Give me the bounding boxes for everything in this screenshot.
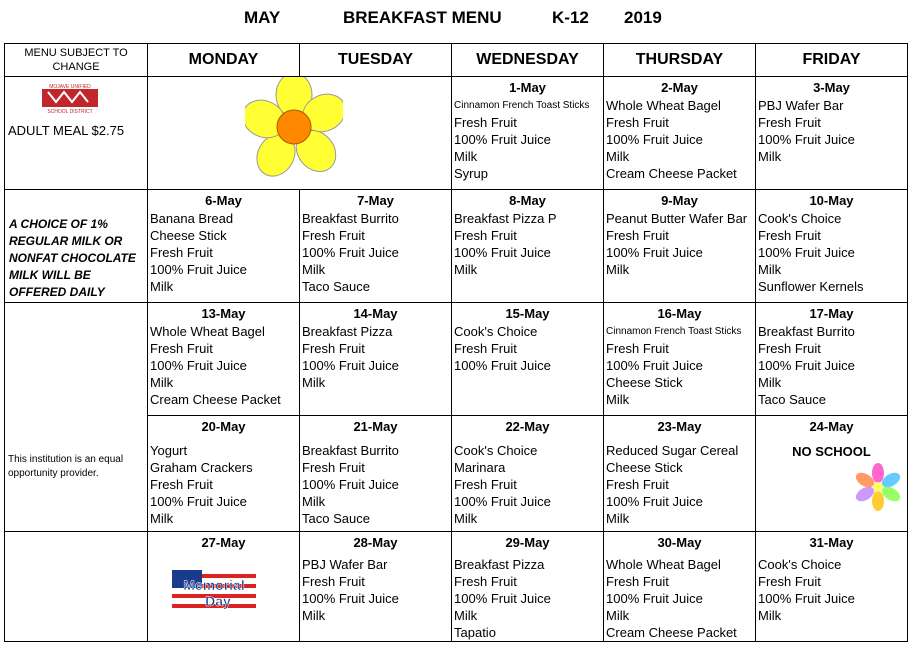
menu-item: Milk [150,279,174,294]
menu-item: Fresh Fruit [606,115,669,130]
week-row-5 [5,532,908,642]
day-cell-7-may: 7-May Breakfast Burrito Fresh Fruit 100% Fruit Juice Milk Taco Sauce [300,190,452,303]
menu-item: 100% Fruit Juice [150,358,247,373]
menu-item: 100% Fruit Juice [302,245,399,260]
day-header-wednesday: WEDNESDAY [452,44,604,77]
menu-item: 100% Fruit Juice [606,358,703,373]
day-header-row [5,44,908,77]
menu-item: Milk [606,608,630,623]
menu-item: Marinara [454,460,506,475]
day-cell-31-may: 31-May Cook's Choice Fresh Fruit 100% Fruit Juice Milk [756,532,908,642]
memorial-day-icon [170,568,258,612]
no-school-label: NO SCHOOL [792,444,871,459]
day-cell-28-may: 28-May PBJ Wafer Bar Fresh Fruit 100% Fruit Juice Milk [300,532,452,642]
menu-item: Fresh Fruit [302,228,365,243]
menu-item: 100% Fruit Juice [454,358,551,373]
day-cell-15-may: 15-May Cook's Choice Fresh Fruit 100% Fruit Juice [452,303,604,416]
menu-item: Breakfast Pizza [302,324,393,339]
menu-item: Yogurt [150,443,188,458]
day-cell-21-may: 21-May Breakfast Burrito Fresh Fruit 100% Fruit Juice Milk Taco Sauce [300,416,452,532]
menu-item: Fresh Fruit [150,341,213,356]
menu-item: Milk [758,149,782,164]
menu-item: Milk [150,511,174,526]
menu-item: Milk [606,149,630,164]
menu-item: Milk [302,608,326,623]
small-flower-icon [854,462,902,512]
day-cell-2-may: 2-May Whole Wheat Bagel Fresh Fruit 100% Fruit Juice Milk Cream Cheese Packet [604,77,756,190]
menu-item: Syrup [454,166,488,181]
menu-item: Fresh Fruit [454,115,517,130]
menu-item: Graham Crackers [150,460,253,475]
menu-item: Tapatio [454,625,496,640]
sidebar-milk-note-cell [5,190,148,303]
menu-item: Taco Sauce [302,511,370,526]
svg-text:Memorial: Memorial [183,577,245,593]
menu-item: 100% Fruit Juice [302,358,399,373]
day-cell-29-may: 29-May Breakfast Pizza Fresh Fruit 100% Fruit Juice Milk Tapatio [452,532,604,642]
menu-item: Cheese Stick [606,375,683,390]
sidebar-empty-cell [5,532,148,642]
menu-item: Fresh Fruit [758,341,821,356]
day-cell-16-may: 16-May Cinnamon French Toast Sticks Fresh Fruit 100% Fruit Juice Cheese Stick Milk [604,303,756,416]
day-cell-6-may: 6-May Banana Bread Cheese Stick Fresh Fruit 100% Fruit Juice Milk [148,190,300,303]
day-cell-14-may: 14-May Breakfast Pizza Fresh Fruit 100% Fruit Juice Milk [300,303,452,416]
day-cell-17-may: 17-May Breakfast Burrito Fresh Fruit 100% Fruit Juice Milk Taco Sauce [756,303,908,416]
menu-item: Fresh Fruit [606,574,669,589]
menu-title-bar [0,0,912,42]
week-row-1 [5,77,908,190]
menu-item: Peanut Butter Wafer Bar [606,211,748,226]
svg-text:SCHOOL DISTRICT: SCHOOL DISTRICT [47,109,93,114]
menu-subject-to-change: MENU SUBJECT TO CHANGE [5,44,148,77]
flower-decoration-cell [148,77,452,190]
day-cell-8-may: 8-May Breakfast Pizza P Fresh Fruit 100% Fruit Juice Milk [452,190,604,303]
menu-item: Fresh Fruit [606,341,669,356]
menu-item: 100% Fruit Juice [758,591,855,606]
day-cell-13-may: 13-May Whole Wheat Bagel Fresh Fruit 100% Fruit Juice Milk Cream Cheese Packet [148,303,300,416]
menu-item: Fresh Fruit [302,574,365,589]
menu-item: 100% Fruit Juice [758,132,855,147]
menu-item: Fresh Fruit [150,245,213,260]
title-year: 2019 [624,8,662,27]
menu-item: Fresh Fruit [758,228,821,243]
menu-item: Fresh Fruit [454,341,517,356]
equal-opportunity-note: This institution is an equal opportunity provider. [8,454,124,479]
menu-item: Whole Wheat Bagel [606,98,721,113]
menu-item: 100% Fruit Juice [150,494,247,509]
menu-item: Milk [302,262,326,277]
day-cell-9-may: 9-May Peanut Butter Wafer Bar Fresh Fruit 100% Fruit Juice Milk [604,190,756,303]
menu-item: Cook's Choice [454,443,538,458]
sidebar-logo-cell [5,77,148,190]
menu-item: PBJ Wafer Bar [302,557,388,572]
svg-text:MOJAVE UNIFIED: MOJAVE UNIFIED [49,84,91,90]
menu-item: Breakfast Pizza P [454,211,557,226]
menu-item: Milk [454,608,478,623]
menu-item: Cook's Choice [758,211,842,226]
menu-item: Cinnamon French Toast Sticks [454,100,590,111]
menu-item: Sunflower Kernels [758,279,864,294]
menu-item: 100% Fruit Juice [606,494,703,509]
menu-item: Banana Bread [150,211,234,226]
menu-item: Whole Wheat Bagel [150,324,265,339]
menu-item: Milk [150,375,174,390]
menu-item: Fresh Fruit [150,477,213,492]
menu-item: Cook's Choice [758,557,842,572]
menu-item: 100% Fruit Juice [150,262,247,277]
menu-item: Milk [606,511,630,526]
menu-item: 100% Fruit Juice [606,591,703,606]
menu-item: Whole Wheat Bagel [606,557,721,572]
svg-text:Day: Day [205,593,231,609]
menu-item: Breakfast Burrito [758,324,855,339]
menu-item: Breakfast Burrito [302,443,399,458]
menu-item: 100% Fruit Juice [758,358,855,373]
adult-meal-price: ADULT MEAL $2.75 [8,123,125,138]
menu-item: Reduced Sugar Cereal [606,443,739,458]
menu-item: Milk [302,494,326,509]
day-cell-1-may: 1-May Cinnamon French Toast Sticks Fresh Fruit 100% Fruit Juice Milk Syrup [452,77,604,190]
title-menu: BREAKFAST MENU [343,8,502,27]
menu-item: 100% Fruit Juice [302,477,399,492]
menu-calendar [4,43,908,642]
day-cell-3-may: 3-May PBJ Wafer Bar Fresh Fruit 100% Fruit Juice Milk [756,77,908,190]
menu-item: Breakfast Pizza [454,557,545,572]
menu-item: Fresh Fruit [606,477,669,492]
menu-item: Cream Cheese Packet [606,166,737,181]
menu-item: Milk [302,375,326,390]
menu-item: 100% Fruit Juice [454,494,551,509]
menu-item: Cook's Choice [454,324,538,339]
menu-item: Milk [454,511,478,526]
menu-item: Cream Cheese Packet [606,625,737,640]
menu-item: 100% Fruit Juice [606,132,703,147]
menu-item: Fresh Fruit [454,228,517,243]
menu-item: 100% Fruit Juice [758,245,855,260]
menu-item: Taco Sauce [302,279,370,294]
menu-item: Milk [758,608,782,623]
menu-item: Cream Cheese Packet [150,392,281,407]
day-header-thursday: THURSDAY [604,44,756,77]
menu-item: Fresh Fruit [454,574,517,589]
week-row-2 [5,190,908,303]
day-cell-23-may: 23-May Reduced Sugar Cereal Cheese Stick Fresh Fruit 100% Fruit Juice Milk [604,416,756,532]
milk-choice-note: A CHOICE OF 1% REGULAR MILK OR NONFAT CHOCOLATE MILK WILL BE OFFERED DAILY [9,217,136,299]
menu-item: 100% Fruit Juice [454,132,551,147]
day-cell-10-may: 10-May Cook's Choice Fresh Fruit 100% Fruit Juice Milk Sunflower Kernels [756,190,908,303]
menu-item: Cheese Stick [606,460,683,475]
menu-item: PBJ Wafer Bar [758,98,844,113]
flower-icon [245,77,343,186]
menu-item: Milk [758,375,782,390]
menu-item: Fresh Fruit [758,115,821,130]
day-header-monday: MONDAY [148,44,300,77]
day-header-friday: FRIDAY [756,44,908,77]
menu-item: Cinnamon French Toast Sticks [606,326,742,337]
menu-item: Fresh Fruit [758,574,821,589]
day-cell-27-may: 27-May Memorial Day [148,532,300,642]
day-cell-30-may: 30-May Whole Wheat Bagel Fresh Fruit 100% Fruit Juice Milk Cream Cheese Packet [604,532,756,642]
menu-item: 100% Fruit Juice [454,245,551,260]
menu-item: Milk [606,262,630,277]
title-grades: K-12 [552,8,589,27]
day-cell-20-may: 20-May Yogurt Graham Crackers Fresh Fruit 100% Fruit Juice Milk [148,416,300,532]
menu-item: Fresh Fruit [606,228,669,243]
menu-item: 100% Fruit Juice [606,245,703,260]
day-cell-24-may: 24-May NO SCHOOL [756,416,908,532]
day-cell-22-may: 22-May Cook's Choice Marinara Fresh Fruit 100% Fruit Juice Milk [452,416,604,532]
menu-item: Milk [454,149,478,164]
district-logo [30,82,110,114]
menu-item: 100% Fruit Juice [454,591,551,606]
menu-item: Milk [606,392,630,407]
menu-item: Milk [758,262,782,277]
menu-item: Fresh Fruit [454,477,517,492]
menu-item: Fresh Fruit [302,341,365,356]
sidebar-equal-opportunity-cell [5,303,148,532]
menu-item: Milk [454,262,478,277]
menu-item: Breakfast Burrito [302,211,399,226]
menu-item: Cheese Stick [150,228,227,243]
day-header-tuesday: TUESDAY [300,44,452,77]
title-month: MAY [244,8,281,27]
menu-item: Fresh Fruit [302,460,365,475]
menu-item: 100% Fruit Juice [302,591,399,606]
week-row-3 [5,303,908,416]
menu-item: Taco Sauce [758,392,826,407]
